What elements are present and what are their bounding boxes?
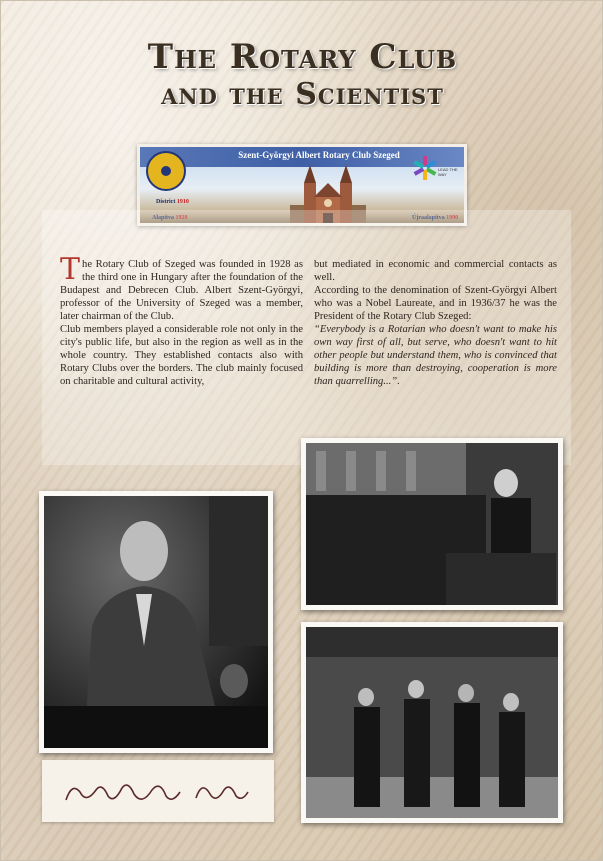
banner-club-name: Szent-Györgyi Albert Rotary Club Szeged bbox=[238, 150, 400, 160]
article-left-column bbox=[60, 252, 303, 388]
handwritten-signature bbox=[42, 760, 274, 822]
banner-founded: Alapítva 1928 bbox=[152, 215, 188, 221]
article-paragraph-3: but mediated in economic and commercial contacts as well. bbox=[314, 259, 557, 283]
title-line-1: The Rotary Club bbox=[147, 37, 458, 77]
rotarian-quote: “Everybody is a Rotarian who doesn't want to make his own way first of all, but serve, who doesn't want to hit other people but understand them, who is convinced that building is more than destroying, cooperation is more than quarrelling...”. bbox=[314, 324, 557, 387]
banner-district: District 1910 bbox=[156, 199, 189, 205]
photo-szent-gyorgyi-portrait bbox=[39, 491, 273, 753]
lead-the-way-text: LEAD THE WAY bbox=[438, 167, 458, 177]
photo-rotary-gathering bbox=[301, 622, 563, 823]
banner-refounded: Újraalapítva 1990 bbox=[412, 215, 459, 221]
article-paragraph-1: The Rotary Club of Szeged was founded in 1928 as the third one in Hungary after the foundation of the Budapest and Debrecen Club. Albert Szent-Györgyi, professor of the University of Szeged was a member, later chairman of the Club. bbox=[60, 252, 303, 322]
dropcap-letter: T bbox=[60, 252, 81, 287]
rotary-wheel-icon bbox=[146, 151, 186, 191]
article-right-column bbox=[314, 258, 557, 388]
title-line-2: and the Scientist bbox=[161, 77, 444, 112]
article-paragraph-2: Club members played a considerable role not only in the city's public life, but also in the region as well as in the whole country. They established contacts also with Rotary Clubs over the borders. The club mainly focused on charitable and cultural activity, bbox=[60, 324, 303, 387]
article-paragraph-4: According to the denomination of Szent-Györgyi Albert who was a Nobel Laureate, and in 1936/37 he was the President of the Rotary Club Szeged: bbox=[314, 285, 557, 322]
signature-card bbox=[42, 760, 274, 822]
photo-lecture-hall bbox=[301, 438, 563, 610]
lead-the-way-star-icon bbox=[412, 155, 438, 181]
